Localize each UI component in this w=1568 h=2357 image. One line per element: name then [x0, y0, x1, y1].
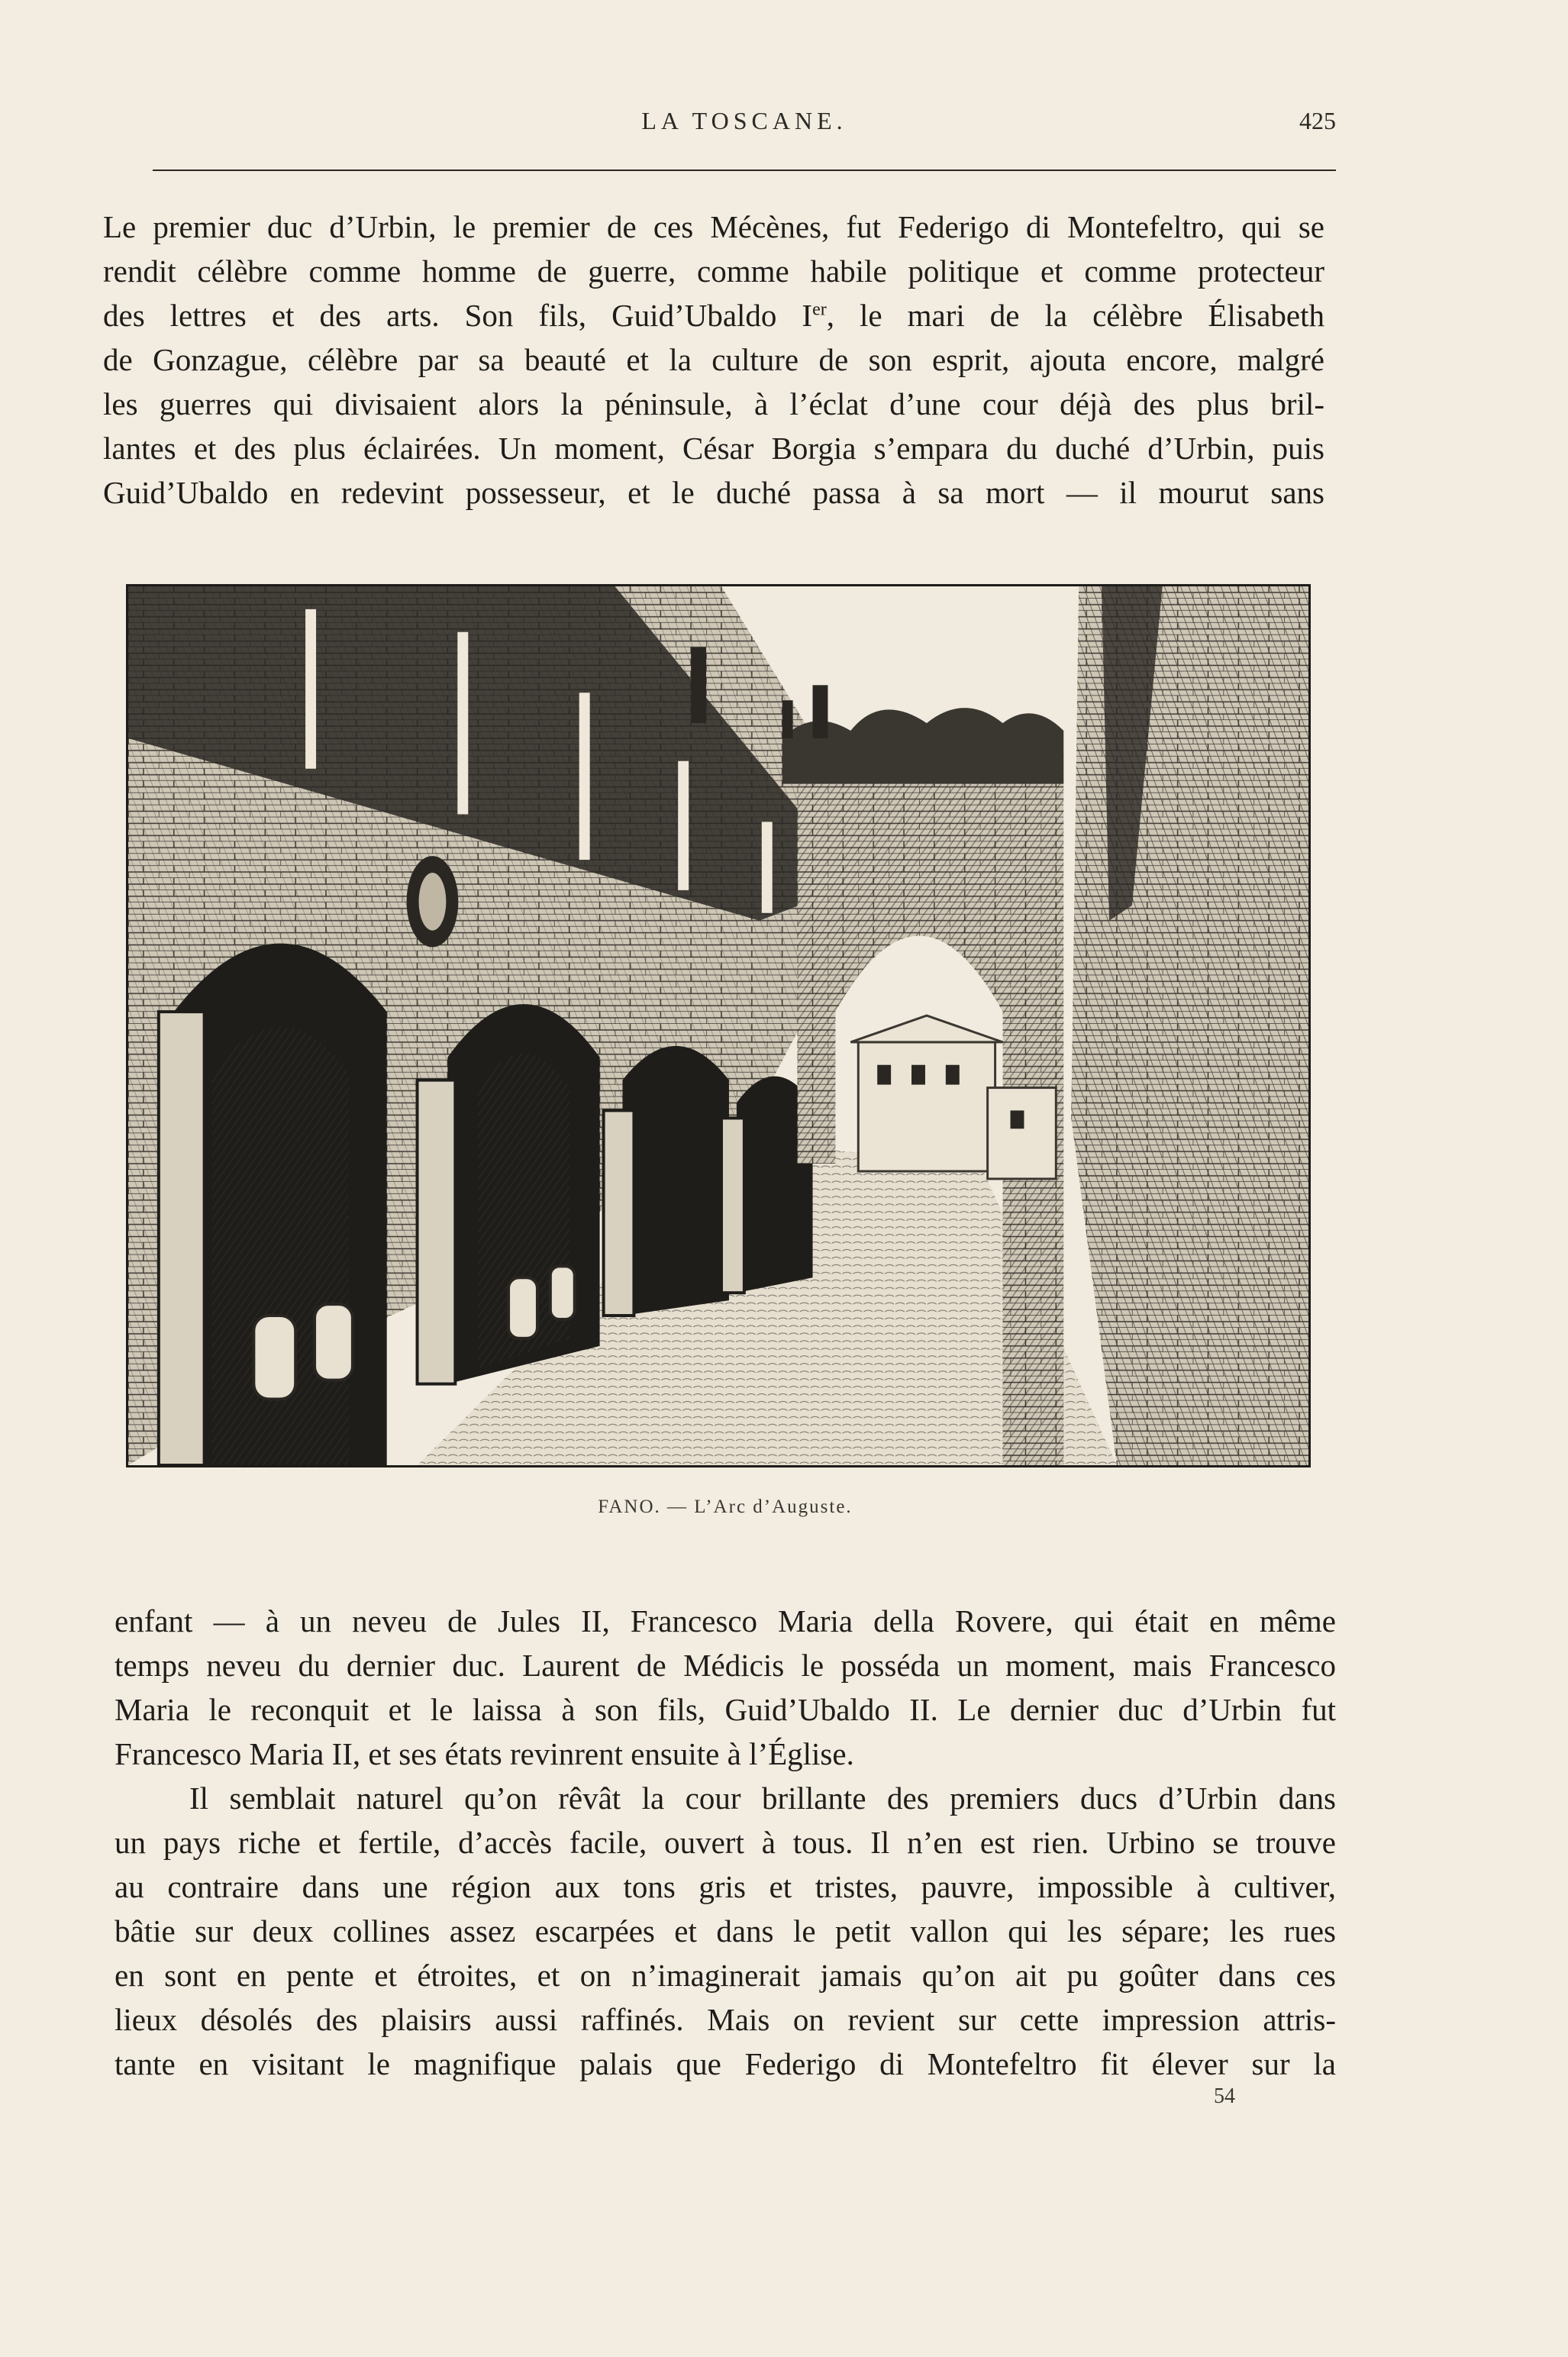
bottom-paragraphs: [115, 1599, 1336, 2086]
text-line: en sont en pente et étroites, et on n’imaginerait jamais qu’on ait pu goûter dans ces: [115, 1958, 1336, 1993]
text-line: tante en visitant le magnifique palais que Federigo di Montefeltro fit élever sur la: [115, 2046, 1336, 2081]
arch-engraving: [128, 586, 1308, 1465]
text-line: un pays riche et fertile, d’accès facile, ouvert à tous. Il n’en est rien. Urbino se trouve: [115, 1825, 1336, 1860]
text-line: rendit célèbre comme homme de guerre, comme habile politique et comme protecteur: [103, 253, 1324, 289]
text-line: les guerres qui divisaient alors la péninsule, à l’éclat d’une cour déjà des plus bril-: [103, 386, 1324, 421]
text-line: Maria le reconquit et le laissa à son fils, Guid’Ubaldo II. Le dernier duc d’Urbin fut: [115, 1692, 1336, 1727]
page-header: [153, 99, 1336, 145]
running-title: LA TOSCANE.: [641, 107, 847, 134]
text-line: au contraire dans une région aux tons gris et tristes, pauvre, impossible à cultiver,: [115, 1869, 1336, 1904]
text-line: Le premier duc d’Urbin, le premier de ces Mécènes, fut Federigo di Montefeltro, qui se: [103, 209, 1324, 244]
text-line: de Gonzague, célèbre par sa beauté et la culture de son esprit, ajouta encore, malgré: [103, 342, 1324, 377]
text-line-end: , le mari de la célèbre Élisabeth: [826, 298, 1325, 333]
figure-caption: FANO. — L’Arc d’Auguste.: [598, 1497, 853, 1517]
text-line: Francesco Maria II, et ses états revinrent ensuite à l’Église.: [115, 1736, 854, 1771]
text-line: lieux désolés des plaisirs aussi raffinés. Mais on revient sur cette impression attris-: [115, 2002, 1336, 2037]
text-line: temps neveu du dernier duc. Laurent de Médicis le posséda un moment, mais Francesco: [115, 1648, 1336, 1683]
text-line: lantes et des plus éclairées. Un moment, César Borgia s’empara du duché d’Urbin, puis: [103, 431, 1324, 466]
text-line: bâtie sur deux collines assez escarpées et dans le petit vallon qui les sépare; les rues: [115, 1913, 1336, 1949]
text-line: Il semblait naturel qu’on rêvât la cour brillante des premiers ducs d’Urbin dans: [189, 1781, 1336, 1816]
top-paragraph: [103, 205, 1324, 515]
ordinal-superscript: er: [812, 299, 827, 320]
text-line-start: des lettres et des arts. Son fils, Guid’Ubaldo I: [103, 298, 813, 333]
signature-mark: 54: [1214, 2084, 1235, 2108]
text-line: Guid’Ubaldo en redevint possesseur, et le duché passa à sa mort — il mourut sans: [103, 475, 1324, 510]
page-number: 425: [1299, 107, 1336, 134]
engraving-illustration: [126, 584, 1311, 1467]
text-line: enfant — à un neveu de Jules II, Francesco Maria della Rovere, qui était en même: [115, 1603, 1336, 1639]
text-line: [103, 293, 1324, 337]
header-rule: [153, 170, 1336, 171]
